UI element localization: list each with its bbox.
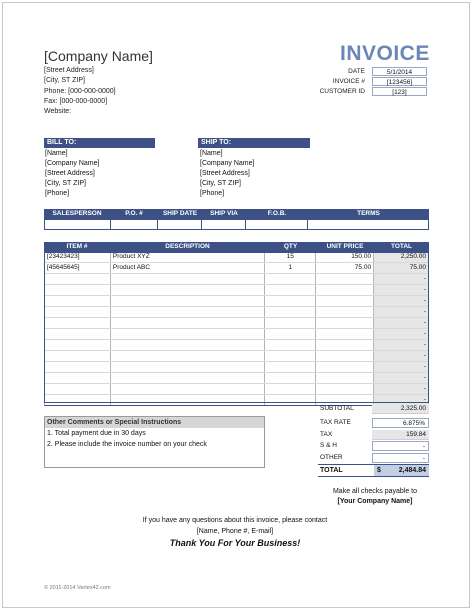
total-value-cell <box>374 465 429 476</box>
ship-to-name[interactable]: [Name] <box>200 150 223 157</box>
qty-cell[interactable]: 15 <box>265 252 316 263</box>
unit-price-cell[interactable]: 75.00 <box>316 263 374 274</box>
table-row[interactable] <box>45 373 429 384</box>
ship-date-header: SHIP DATE <box>162 210 198 217</box>
tax-rate-field[interactable]: 6.875% <box>372 418 429 428</box>
date-label: DATE <box>348 68 365 75</box>
qty-cell[interactable] <box>265 362 316 373</box>
item-number-cell[interactable] <box>45 362 111 373</box>
item-number-cell[interactable] <box>45 373 111 384</box>
item-number-cell[interactable] <box>45 384 111 395</box>
contact-details: [Name, Phone #, E-mail] <box>196 528 274 535</box>
company-street: [Street Address] <box>44 67 94 74</box>
line-total-cell: - <box>374 395 429 406</box>
description-header: DESCRIPTION <box>165 243 210 250</box>
description-cell[interactable] <box>110 318 265 329</box>
unit-price-cell[interactable] <box>316 296 374 307</box>
fob-header: F.O.B. <box>267 210 287 217</box>
item-number-cell[interactable] <box>45 340 111 351</box>
table-row[interactable] <box>45 395 429 406</box>
item-number-cell[interactable] <box>45 274 111 285</box>
invoice-number-field[interactable]: [123456] <box>372 77 427 86</box>
unit-price-cell[interactable] <box>316 285 374 296</box>
qty-cell[interactable] <box>265 395 316 406</box>
table-row[interactable] <box>45 263 429 274</box>
unit-price-cell[interactable] <box>316 384 374 395</box>
description-cell[interactable] <box>110 351 265 362</box>
item-number-cell[interactable] <box>45 307 111 318</box>
table-row[interactable] <box>45 285 429 296</box>
description-cell[interactable] <box>110 340 265 351</box>
table-row[interactable] <box>45 362 429 373</box>
line-total-cell: - <box>374 296 429 307</box>
description-cell[interactable] <box>110 384 265 395</box>
subtotal-label: SUBTOTAL <box>320 405 354 412</box>
description-cell[interactable] <box>110 373 265 384</box>
company-city: [City, ST ZIP] <box>44 77 85 84</box>
line-total-cell: - <box>374 307 429 318</box>
comment-line-2[interactable]: 2. Please include the invoice number on your check <box>47 441 207 448</box>
table-row[interactable] <box>45 296 429 307</box>
qty-cell[interactable] <box>265 384 316 395</box>
thank-you: Thank You For Your Business! <box>169 538 301 548</box>
bill-to-company[interactable]: [Company Name] <box>45 160 100 167</box>
item-number-cell[interactable] <box>45 395 111 406</box>
line-total-cell: - <box>374 318 429 329</box>
total-header: TOTAL <box>390 243 413 250</box>
unit-price-cell[interactable] <box>316 329 374 340</box>
item-number-cell[interactable] <box>45 296 111 307</box>
comment-line-1[interactable]: 1. Total payment due in 30 days <box>47 430 146 437</box>
unit-price-cell[interactable] <box>316 351 374 362</box>
table-row[interactable] <box>45 252 429 263</box>
invoice-title: INVOICE <box>340 42 430 65</box>
qty-cell[interactable]: 1 <box>265 263 316 274</box>
unit-price-cell[interactable] <box>316 373 374 384</box>
other-field[interactable]: - <box>372 453 429 463</box>
shipping-label: S & H <box>320 442 337 449</box>
qty-header: QTY <box>283 243 298 250</box>
item-number-cell[interactable] <box>45 351 111 362</box>
description-cell[interactable]: Product ABC <box>110 263 265 274</box>
item-number-cell[interactable] <box>45 329 111 340</box>
terms-cell[interactable] <box>308 220 428 229</box>
shipping-field[interactable]: - <box>372 441 429 451</box>
description-cell[interactable] <box>110 296 265 307</box>
qty-cell[interactable] <box>265 285 316 296</box>
company-phone: Phone: [000-000-0000] <box>44 88 116 95</box>
items-table <box>44 252 429 406</box>
bill-to-name[interactable]: [Name] <box>45 150 68 157</box>
qty-cell[interactable] <box>265 329 316 340</box>
ship-to-street[interactable]: [Street Address] <box>200 170 250 177</box>
table-row[interactable] <box>45 318 429 329</box>
tax-rate-label: TAX RATE <box>320 419 351 426</box>
ship-to-header: SHIP TO: <box>198 138 310 148</box>
ship-via-header: SHIP VIA <box>210 210 238 217</box>
description-cell[interactable] <box>110 329 265 340</box>
line-total-cell: - <box>374 362 429 373</box>
comments-header: Other Comments or Special Instructions <box>45 417 264 428</box>
payable-company: [Your Company Name] <box>337 498 413 505</box>
ship-date-cell[interactable] <box>158 220 202 229</box>
customer-id-label: CUSTOMER ID <box>319 88 365 95</box>
comments-box[interactable] <box>44 416 265 468</box>
item-number-header: ITEM # <box>66 243 88 250</box>
line-total-cell: - <box>374 351 429 362</box>
invoice-number-label: INVOICE # <box>332 78 365 85</box>
salesperson-header: SALESPERSON <box>52 210 102 217</box>
description-cell[interactable] <box>110 274 265 285</box>
ship-to-phone[interactable]: [Phone] <box>200 190 225 197</box>
contact-question: If you have any questions about this invoice, please contact <box>142 517 328 524</box>
po-cell[interactable] <box>111 220 159 229</box>
table-row[interactable] <box>45 274 429 285</box>
fob-cell[interactable] <box>246 220 308 229</box>
subtotal-value: 2,325.00 <box>372 404 429 414</box>
date-field[interactable]: 5/1/2014 <box>372 67 427 76</box>
terms-header: TERMS <box>357 210 380 217</box>
line-total-cell: - <box>374 384 429 395</box>
line-total-cell: - <box>374 340 429 351</box>
company-name: [Company Name] <box>44 48 153 64</box>
description-cell[interactable] <box>110 285 265 296</box>
description-cell[interactable] <box>110 395 265 406</box>
other-label: OTHER <box>320 454 343 461</box>
total-value: 2,484.84 <box>398 467 426 474</box>
unit-price-cell[interactable] <box>316 274 374 285</box>
tax-value: 159.84 <box>372 430 429 440</box>
unit-price-cell[interactable]: 150.00 <box>316 252 374 263</box>
payable-line: Make all checks payable to <box>332 488 418 495</box>
line-total-cell: 75.00 <box>374 263 429 274</box>
total-currency: $ <box>377 467 381 474</box>
qty-cell[interactable] <box>265 274 316 285</box>
item-number-cell[interactable]: [23423423] <box>45 252 111 263</box>
ship-via-cell[interactable] <box>202 220 246 229</box>
description-cell[interactable] <box>110 362 265 373</box>
bill-to-header: BILL TO: <box>44 138 155 148</box>
line-total-cell: - <box>374 329 429 340</box>
bill-to-phone[interactable]: [Phone] <box>45 190 70 197</box>
qty-cell[interactable] <box>265 340 316 351</box>
unit-price-cell[interactable] <box>316 362 374 373</box>
ship-to-company[interactable]: [Company Name] <box>200 160 255 167</box>
total-row <box>318 464 429 477</box>
table-row[interactable] <box>45 340 429 351</box>
tax-label: TAX <box>320 431 333 438</box>
po-header: P.O. # <box>125 210 143 217</box>
unit-price-header: UNIT PRICE <box>326 243 364 250</box>
company-fax: Fax: [000-000-0000] <box>44 98 108 105</box>
copyright: © 2011-2014 Vertex42.com <box>44 585 111 591</box>
item-number-cell[interactable] <box>45 318 111 329</box>
table-row[interactable] <box>45 329 429 340</box>
line-total-cell: - <box>374 373 429 384</box>
unit-price-cell[interactable] <box>316 340 374 351</box>
sales-info-row[interactable] <box>44 219 429 230</box>
sales-header-row <box>44 209 429 219</box>
salesperson-cell[interactable] <box>45 220 111 229</box>
company-website: Website: <box>44 108 72 115</box>
items-body <box>45 252 429 406</box>
qty-cell[interactable] <box>265 307 316 318</box>
table-row[interactable] <box>45 351 429 362</box>
item-number-cell[interactable] <box>45 285 111 296</box>
qty-cell[interactable] <box>265 318 316 329</box>
item-number-cell[interactable]: [45645645] <box>45 263 111 274</box>
unit-price-cell[interactable] <box>316 307 374 318</box>
qty-cell[interactable] <box>265 296 316 307</box>
line-total-cell: 2,250.00 <box>374 252 429 263</box>
table-row[interactable] <box>45 307 429 318</box>
customer-id-field[interactable]: [123] <box>372 87 427 96</box>
unit-price-cell[interactable] <box>316 395 374 406</box>
bill-to-city[interactable]: [City, ST ZIP] <box>45 180 86 187</box>
total-label: TOTAL <box>320 467 343 474</box>
line-total-cell: - <box>374 274 429 285</box>
qty-cell[interactable] <box>265 373 316 384</box>
description-cell[interactable] <box>110 307 265 318</box>
description-cell[interactable]: Product XYZ <box>110 252 265 263</box>
ship-to-city[interactable]: [City, ST ZIP] <box>200 180 241 187</box>
bill-to-street[interactable]: [Street Address] <box>45 170 95 177</box>
qty-cell[interactable] <box>265 351 316 362</box>
line-total-cell: - <box>374 285 429 296</box>
unit-price-cell[interactable] <box>316 318 374 329</box>
items-header-row <box>44 242 429 252</box>
table-row[interactable] <box>45 384 429 395</box>
